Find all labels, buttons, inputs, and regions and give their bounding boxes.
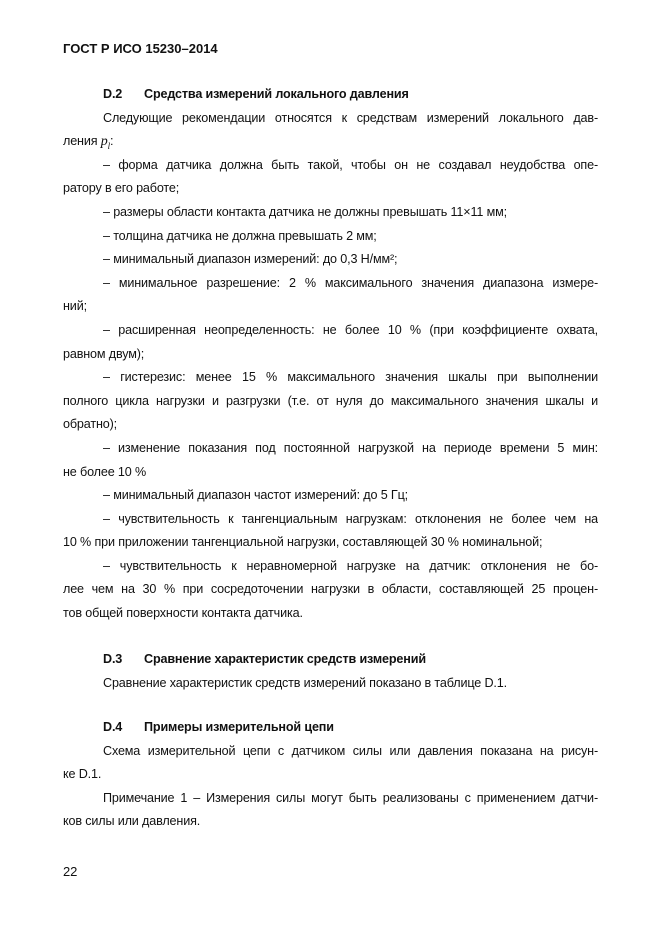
section-heading [63, 648, 598, 672]
list-item-line: – минимальное разрешение: 2 % максимального значения диапазона измере- [103, 275, 598, 290]
symbol-subscript: l [107, 140, 110, 151]
list-item [63, 484, 598, 508]
text-fragment: : [110, 134, 114, 149]
standard-header: ГОСТ Р ИСО 15230–2014 [63, 41, 218, 56]
list-item [63, 319, 598, 366]
list-item-line: тов общей поверхности контакта датчика. [63, 606, 303, 621]
list-item-line: – минимальный диапазон измерений: до 0,3 Н/мм²; [103, 252, 398, 267]
pressure-symbol [101, 134, 110, 149]
section-d2 [63, 83, 598, 626]
page-number: 22 [63, 864, 78, 879]
section-title: Сравнение характеристик средств измерений [144, 652, 426, 666]
paragraph-line [63, 130, 598, 154]
section-title: Примеры измерительной цепи [144, 720, 334, 734]
list-item-line: – толщина датчика не должна превышать 2 мм; [103, 228, 377, 243]
list-item-line: – минимальный диапазон частот измерений: до 5 Гц; [103, 488, 408, 503]
list-item-line: – размеры области контакта датчика не должны превышать 11×11 мм; [103, 204, 507, 219]
text-fragment: ления [63, 134, 98, 149]
list-item-line: обратно); [63, 417, 118, 432]
list-item-line: – чувствительность к тангенциальным нагрузкам: отклонения не более чем на [103, 511, 598, 526]
recommendation-list [63, 154, 598, 626]
list-item-line: ратору в его работе; [63, 181, 180, 196]
list-item [63, 508, 598, 555]
list-item-line: 10 % при приложении тангенциальной нагрузки, составляющей 30 % номинальной; [63, 535, 543, 550]
paragraph-line: ке D.1. [63, 767, 102, 782]
paragraph-line: Следующие рекомендации относятся к средствам измерений локального дав- [103, 110, 598, 125]
paragraph-line: Сравнение характеристик средств измерений показано в таблице D.1. [103, 675, 507, 690]
list-item-line: – гистерезис: менее 15 % максимального значения шкалы при выполнении [103, 370, 598, 385]
list-item-line: лее чем на 30 % при сосредоточении нагрузки в области, составляющей 25 процен- [63, 582, 598, 597]
section-number: D.2 [103, 87, 123, 101]
list-item [63, 366, 598, 437]
section-heading [63, 716, 598, 740]
paragraph-line: Схема измерительной цепи с датчиком силы или давления показана на рисун- [103, 743, 598, 758]
section-d4 [63, 716, 598, 834]
list-item [63, 201, 598, 225]
list-item-line: – изменение показания под постоянной нагрузкой на периоде времени 5 мин: [103, 440, 598, 455]
list-item [63, 555, 598, 626]
list-item-line: ний; [63, 299, 87, 314]
section-number: D.3 [103, 652, 123, 666]
list-item [63, 437, 598, 484]
list-item [63, 248, 598, 272]
list-item-line: равном двум); [63, 346, 145, 361]
note-line: ков силы или давления. [63, 814, 201, 829]
list-item-line: – расширенная неопределенность: не более 10 % (при коэффициенте охвата, [103, 322, 598, 337]
list-item-line: полного цикла нагрузки и разгрузки (т.е. от нуля до максимального значения шкалы и [63, 393, 598, 408]
section-number: D.4 [103, 720, 123, 734]
list-item [63, 225, 598, 249]
list-item-line: – форма датчика должна быть такой, чтобы он не создавал неудобства опе- [103, 157, 598, 172]
symbol-letter: p [100, 134, 108, 150]
note-line: Примечание 1 – Измерения силы могут быть реализованы с применением датчи- [103, 790, 598, 805]
list-item-line: – чувствительность к неравномерной нагрузке на датчик: отклонения не бо- [103, 558, 598, 573]
section-title: Средства измерений локального давления [144, 87, 409, 101]
list-item-line: не более 10 % [63, 464, 147, 479]
list-item [63, 154, 598, 201]
section-d3 [63, 648, 598, 695]
section-heading [63, 83, 598, 107]
list-item [63, 272, 598, 319]
